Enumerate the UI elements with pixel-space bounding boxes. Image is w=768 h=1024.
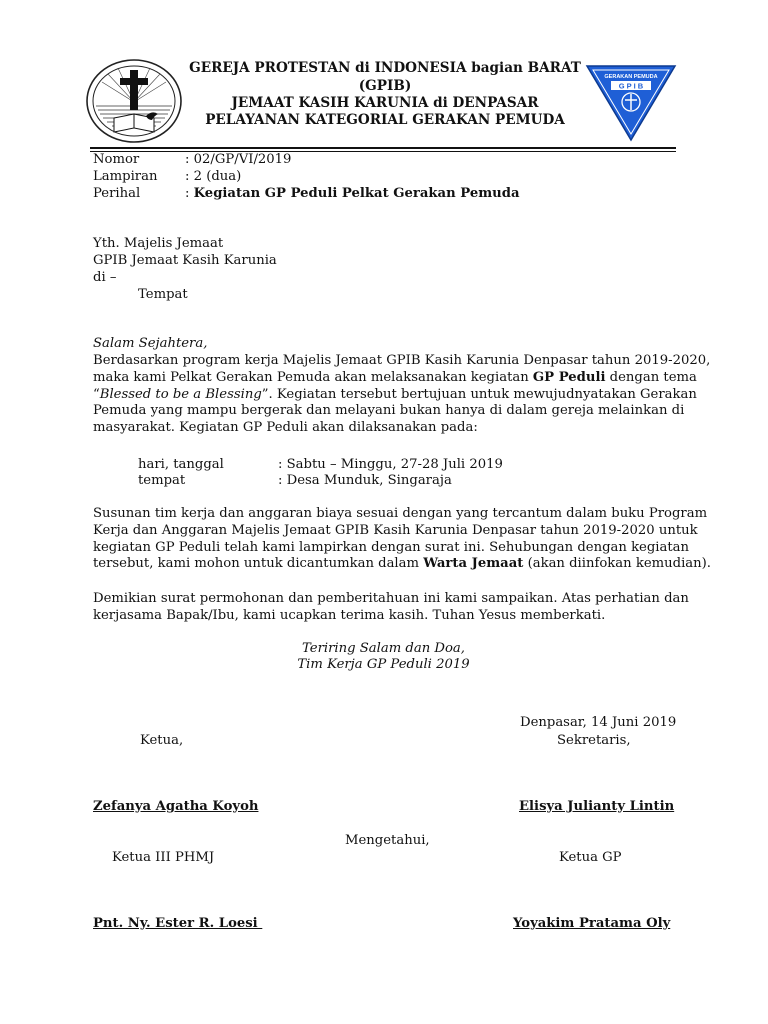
perihal-value-line <box>185 186 520 202</box>
nomor-value: : 02/GP/VI/2019 <box>185 152 292 167</box>
right-signatory-name: Elisya Julianty Lintin <box>519 799 675 814</box>
p1-line-3-italic: Blessed to be a Blessing <box>99 386 262 402</box>
letterhead-line-1: GEREJA PROTESTAN di INDONESIA bagian BARAT <box>189 60 581 76</box>
p2-line-4-c: (akan diinfokan kemudian). <box>523 556 711 572</box>
gp-logo-top-text: GERAKAN PEMUDA <box>604 74 658 80</box>
p2-line-2: Kerja dan Anggaran Majelis Jemaat GPIB Kasih Karunia Denpasar tahun 2019-2020 untuk <box>93 522 698 538</box>
closing-line-1: Teriring Salam dan Doa, <box>302 641 465 656</box>
closing-line-2: Tim Kerja GP Peduli 2019 <box>297 657 470 672</box>
letterhead-rule-thin <box>90 151 676 152</box>
paragraph-1 <box>93 353 711 437</box>
place-date: Denpasar, 14 Juni 2019 <box>520 715 677 730</box>
salutation: Salam Sejahtera, <box>93 336 208 351</box>
right-signatory-title: Sekretaris, <box>557 733 631 748</box>
p3-line-2: kerjasama Bapak/Ibu, kami ucapkan terima kasih. Tuhan Yesus memberkati. <box>93 607 606 623</box>
p3-line-1: Demikian surat permohonan dan pemberitahuan ini kami sampaikan. Atas perhatian dan <box>93 591 689 606</box>
p2-line-4 <box>93 556 711 573</box>
schedule-place-label: tempat <box>138 473 186 488</box>
lampiran-value: : 2 (dua) <box>185 169 242 184</box>
p2-line-4-a: tersebut, kami mohon untuk dicantumkan dalam <box>93 556 424 572</box>
recipient-line-1: Yth. Majelis Jemaat <box>93 236 224 251</box>
schedule-date-label: hari, tanggal <box>138 457 224 472</box>
right-signatory-title-2: Ketua GP <box>559 850 622 865</box>
letterhead-line-4: PELAYANAN KATEGORIAL GERAKAN PEMUDA <box>205 112 565 128</box>
p2-line-1: Susunan tim kerja dan anggaran biaya sesuai dengan yang tercantum dalam buku Program <box>93 506 708 521</box>
recipient-line-4: Tempat <box>138 287 188 302</box>
p2-line-4-bold: Warta Jemaat <box>423 556 524 572</box>
gerakan-pemuda-logo-icon <box>585 64 677 142</box>
left-signatory-name-2: Pnt. Ny. Ester R. Loesi <box>93 916 263 931</box>
left-signatory-title-2: Ketua III PHMJ <box>112 850 215 865</box>
perihal-colon: : <box>185 186 194 201</box>
p1-line-4: Pemuda yang mampu bergerak dan melayani bukan hanya di dalam gereja melainkan di <box>93 403 685 419</box>
p2-line-3: kegiatan GP Peduli telah kami lampirkan dengan surat ini. Sehubungan dengan kegiatan <box>93 539 690 555</box>
p1-line-2-bold: GP Peduli <box>532 369 606 385</box>
left-signatory-name: Zefanya Agatha Koyoh <box>93 799 259 814</box>
gp-logo-letters: G P I B <box>618 81 644 91</box>
p1-line-2-c: dengan tema <box>605 369 697 385</box>
left-signatory-title: Ketua, <box>140 733 184 748</box>
paragraph-3 <box>93 591 689 625</box>
p1-line-5: masyarakat. Kegiatan GP Peduli akan dilaksanakan pada: <box>93 420 478 436</box>
p1-line-3 <box>93 386 697 404</box>
recipient-line-3: di – <box>93 270 117 285</box>
p1-line-2-a: maka kami Pelkat Gerakan Pemuda akan melaksanakan kegiatan <box>93 369 533 385</box>
letterhead-line-2: (GPIB) <box>358 78 412 94</box>
nomor-label: Nomor <box>93 152 140 167</box>
perihal-label: Perihal <box>93 186 141 201</box>
acknowledged-label: Mengetahui, <box>345 833 430 848</box>
p1-line-1: Berdasarkan program kerja Majelis Jemaat GPIB Kasih Karunia Denpasar tahun 2019-2020, <box>93 353 711 368</box>
p1-line-3-a: “ <box>93 386 100 402</box>
schedule-place-value: : Desa Munduk, Singaraja <box>278 473 452 488</box>
recipient-line-2: GPIB Jemaat Kasih Karunia <box>93 253 277 268</box>
p1-line-3-c: ”. Kegiatan tersebut bertujuan untuk mewujudnyatakan Gerakan <box>261 386 697 402</box>
letterhead-line-3: JEMAAT KASIH KARUNIA di DENPASAR <box>231 95 539 111</box>
perihal-value: Kegiatan GP Peduli Pelkat Gerakan Pemuda <box>193 186 520 201</box>
schedule-date-value: : Sabtu – Minggu, 27-28 Juli 2019 <box>278 457 503 472</box>
letterhead-rule-thick <box>90 147 676 149</box>
lampiran-label: Lampiran <box>93 169 158 184</box>
p1-line-2 <box>93 369 697 387</box>
paragraph-2 <box>93 506 711 573</box>
right-signatory-name-2: Yoyakim Pratama Oly <box>513 916 671 931</box>
